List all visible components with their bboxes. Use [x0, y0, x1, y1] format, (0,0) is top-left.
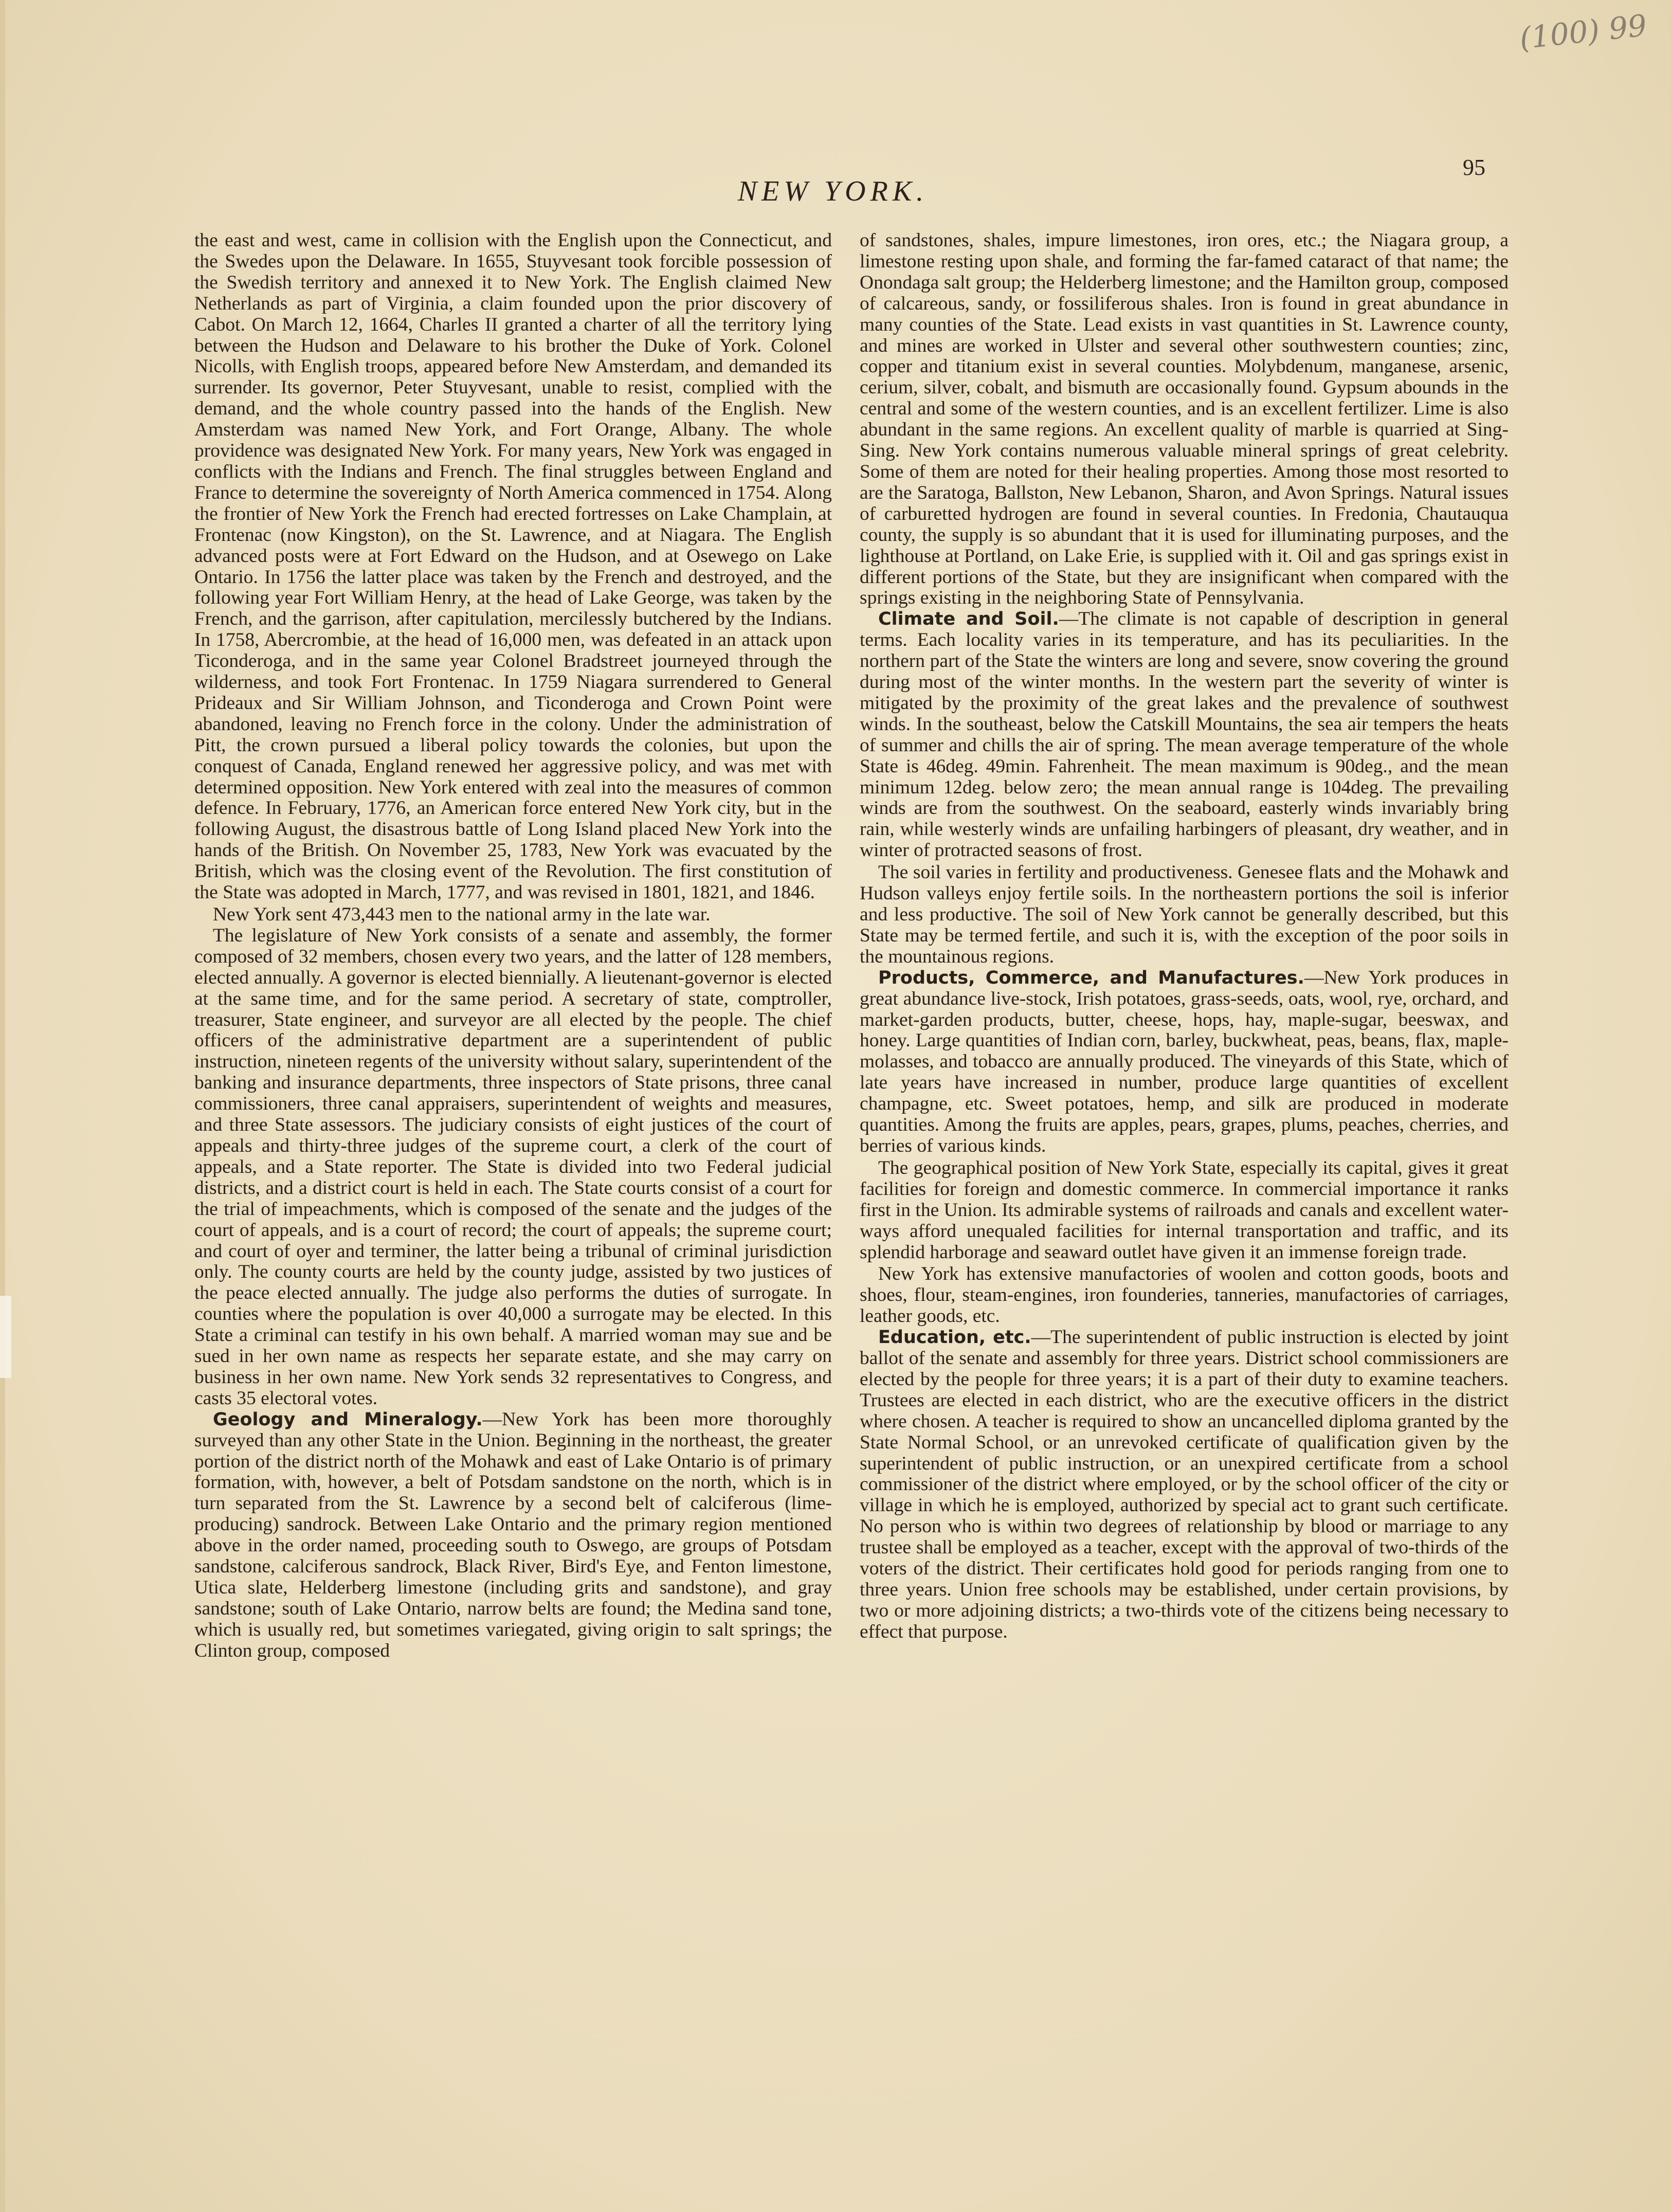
paragraph-government: The legislature of New York consists of a senate and assembly, the former composed of 32 members, chosen every two years, and the latter of 128 members, elected annually. A governor is elected biennially. A lieutenant-governor is elected at the same time, and for the same period. A secretary of state, comptroller, treasurer, State engineer, and surveyor are all elected by the people. The chief officers of the administrative department are a superintendent of public instruction, nineteen regents of the university without salary, superintendent of the banking and insurance departments, three inspectors of State prisons, three canal commissioners, three canal appraisers, superintendent of weights and measures, and three State assessors. The judiciary consists of eight justices of the court of appeals and thirty-three judges of the supreme court, a clerk of the court of appeals, and a State reporter. The State is divided into two Federal judicial districts, and a district court is held in each. The State courts consist of a court for the trial of impeachments, which is composed of the senate and the judges of the court of appeals, and is a court of record; the court of appeals; the supreme court; and court of oyer and terminer, the latter being a tribunal of criminal jurisdiction only. The county courts are held by the county judge, assisted by two justices of the peace elected annually. The judge also performs the duties of surrogate. In counties where the population is over 40,000 a surrogate may be elected. In this State a criminal can testify in his own behalf. A married woman may sue and be sued in her own name as respects her separate estate, and she may carry on business in her own name. New York sends 32 representatives to Congress, and casts 35 electoral votes.	[194, 924, 832, 1409]
page-edge-tab	[0, 1296, 11, 1378]
section-heading-products: Products, Commerce, and Manufactures.	[878, 967, 1304, 988]
climate-text: —The climate is not capable of description in general terms. Each locality varies in its temperature, and has its peculiarities. In the northern part of the State the winters are long and severe, snow covering the ground during most of the winter months. In the western part the severity of winter is mitigated by the proximity of the great lakes and the prevalence of southwest winds. In the southeast, below the Catskill Mountains, the sea air tempers the heats of summer and chills the air of spring. The mean average temperature of the whole State is 46deg. 49min. Fahrenheit. The mean maximum is 90deg., and the mean minimum 12deg. below zero; the mean annual range is 104deg. The prevailing winds are from the southwest. On the seaboard, easterly winds invariably bring rain, while westerly winds are unfailing harbingers of pleasant, dry weather, and in winter of protracted seasons of frost.	[860, 608, 1509, 861]
left-column	[194, 230, 832, 1662]
paragraph-minerals: of sandstones, shales, impure limestones, iron ores, etc.; the Niagara group, a limestone resting upon shale, and forming the far-famed cataract of that name; the Onondaga salt group; the Helderberg limestone; and the Hamilton group, composed of calcareous, sandy, or fossiliferous shales. Iron is found in great abundance in many counties of the State. Lead exists in vast quantities in St. Lawrence county, and mines are worked in Ulster and several other southwestern counties; zinc, copper and titanium exist in several counties. Molybdenum, manganese, arsenic, cerium, silver, cobalt, and bismuth are occasionally found. Gypsum abounds in the central and some of the western counties, and is an excellent fertilizer. Lime is also abundant in the same regions. An excellent quality of marble is quarried at Sing-Sing. New York contains numerous valuable mineral springs of great celebrity. Some of them are noted for their healing properties. Among those most resorted to are the Saratoga, Ballston, New Lebanon, Sharon, and Avon Springs. Natural issues of carburetted hydrogen are found in several counties. In Fredonia, Chautauqua county, the supply is so abundant that it is used for illuminating purposes, and the lighthouse at Portland, on Lake Erie, is supplied with it. Oil and gas springs exist in different portions of the State, but they are insignificant when compared with the springs existing in the neighboring State of Pennsylvania.	[860, 230, 1509, 609]
education-text: —The superintendent of public instruction is elected by joint ballot of the senate and assembly for three years. District school commissioners are elected by the people for three years; it is a part of their duty to examine teachers. Trustees are elected in each district, who are the executive officers in the district where chosen. A teacher is required to show an uncancelled diploma granted by the State Normal School, or an unrevoked certificate of qualification given by the superintendent of public instruction, or an unexpired certificate from a school commissioner of the district where employed, or by the school officer of the city or village in which he is employed, authorized by special act to grant such certificate. No person who is within two degrees of relationship by blood or marriage to any trustee shall be employed as a teacher, except with the approval of two-thirds of the voters of the district. Their certificates hold good for periods ranging from one to three years. Union free schools may be established, under certain provisions, by two or more adjoining districts; a two-thirds vote of the citizens being necessary to effect that purpose.	[860, 1327, 1509, 1642]
geology-text: —New York has been more thoroughly surveyed than any other State in the Union. Beginning in the northeast, the greater portion of the district north of the Mohawk and east of Lake Ontario is of primary formation, with, however, a belt of Potsdam sandstone on the north, which is in turn separated from the St. Lawrence by a second belt of calciferous (lime-producing) sandrock. Between Lake Ontario and the primary region mentioned above in the order named, proceeding south to Oswego, are groups of Potsdam sandstone, calciferous sandrock, Black River, Bird's Eye, and Fenton limestone, Utica slate, Helderberg limestone (including grits and sandstone), and gray sandstone; south of Lake Ontario, narrow belts are found; the Medina sand tone, which is usually red, but sometimes variegated, giving origin to salt springs; the Clinton group, composed	[194, 1408, 832, 1661]
section-heading-geology: Geology and Mineralogy.	[213, 1409, 483, 1430]
paragraph-products	[860, 968, 1509, 1157]
paragraph-geology	[194, 1409, 832, 1662]
paragraph-war-service: New York sent 473,443 men to the national army in the late war.	[213, 904, 711, 925]
paragraph-history: the east and west, came in collision with the English upon the Connecticut, and the Swedes upon the Delaware. In 1655, Stuyvesant took forcible possession of the Swedish territory and annexed it to New York. The English claimed New Netherlands as part of Virginia, a claim founded upon the prior discovery of Cabot. On March 12, 1664, Charles II granted a charter of all the territory lying between the Hudson and Delaware to his brother the Duke of York. Colonel Nicolls, with English troops, appeared before New Amsterdam, and demanded its surrender. Its governor, Peter Stuyvesant, unable to resist, complied with the demand, and the whole country passed into the hands of the English. New Amsterdam was named New York, and Fort Orange, Albany. The whole providence was designated New York. For many years, New York was engaged in conflicts with the Indians and French. The final struggles between England and France to determine the sovereignty of North America commenced in 1754. Along the frontier of New York the French had erected fortresses on Lake Champlain, at Frontenac (now Kingston), on the St. Lawrence, and at Niagara. The English advanced posts were at Fort Edward on the Hudson, and at Osewego on Lake Ontario. In 1756 the latter place was taken by the French and destroyed, and the following year Fort William Henry, at the head of Lake George, was taken by the French, and the garrison, after capitulation, mercilessly butchered by the Indians. In 1758, Abercrombie, at the head of 16,000 men, was defeated in an attack upon Ticonderoga, and in the same year Colonel Bradstreet journeyed through the wilderness, and took Fort Frontenac. In 1759 Niagara surrendered to General Prideaux and Sir William Johnson, and Ticonderoga and Crown Point were abandoned, leaving no French force in the colony. Under the administration of Pitt, the crown pursued a liberal policy towards the colonies, but upon the conquest of Canada, England renewed her aggressive policy, and was met with determined opposition. New York entered with zeal into the measures of common defence. In February, 1776, an American force entered New York city, but in the following August, the disastrous battle of Long Island placed New York into the hands of the British. On November 25, 1783, New York was evacuated by the British, which was the closing event of the Revolution. The first constitution of the State was adopted in March, 1777, and was revised in 1801, 1821, and 1846.	[194, 230, 832, 903]
products-text: —New York produces in great abundance live-stock, Irish potatoes, grass-seeds, oats, wool, rye, orchard, and market-garden products, butter, cheese, hops, hay, maple-sugar, beeswax, and honey. Large quantities of Indian corn, barley, buckwheat, peas, beans, flax, maple-molasses, and tobacco are annually produced. The vineyards of this State, which of late years have increased in number, produce large quantities of excellent champagne, etc. Sweet potatoes, hemp, and silk are produced in moderate quantities. Among the fruits are apples, pears, grapes, plums, peaches, cherries, and berries of various kinds.	[860, 967, 1509, 1156]
paragraph-climate	[860, 609, 1509, 861]
right-column	[860, 230, 1509, 1643]
handwritten-page-note: (100) 99	[1518, 8, 1649, 56]
section-heading-education: Education, etc.	[878, 1327, 1031, 1348]
binding-edge	[0, 0, 5, 2212]
paragraph-education	[860, 1327, 1509, 1643]
paragraph-manufactures: New York has extensive manufactories of woolen and cotton goods, boots and shoes, flour, steam-engines, iron founderies, tanneries, manufactories of carriages, leather goods, etc.	[860, 1263, 1509, 1327]
paragraph-commerce: The geographical position of New York State, especially its capital, gives it great facilities for foreign and domestic commerce. In commercial importance it ranks first in the Union. Its admirable systems of railroads and canals and excellent water-ways afford unequaled facilities for internal transportation and traffic, and its splendid harborage and seaward outlet have given it an immense foreign trade.	[860, 1157, 1509, 1263]
page-number: 95	[1463, 155, 1485, 180]
paragraph-soil: The soil varies in fertility and productiveness. Genesee flats and the Mohawk and Hudson valleys enjoy fertile soils. In the northeastern portions the soil is inferior and less productive. The soil of New York cannot be generally described, but this State may be termed fertile, and such it is, with the exception of the poor soils in the mountainous regions.	[860, 862, 1509, 967]
running-title: NEW YORK.	[737, 175, 929, 207]
section-heading-climate: Climate and Soil.	[878, 609, 1059, 630]
